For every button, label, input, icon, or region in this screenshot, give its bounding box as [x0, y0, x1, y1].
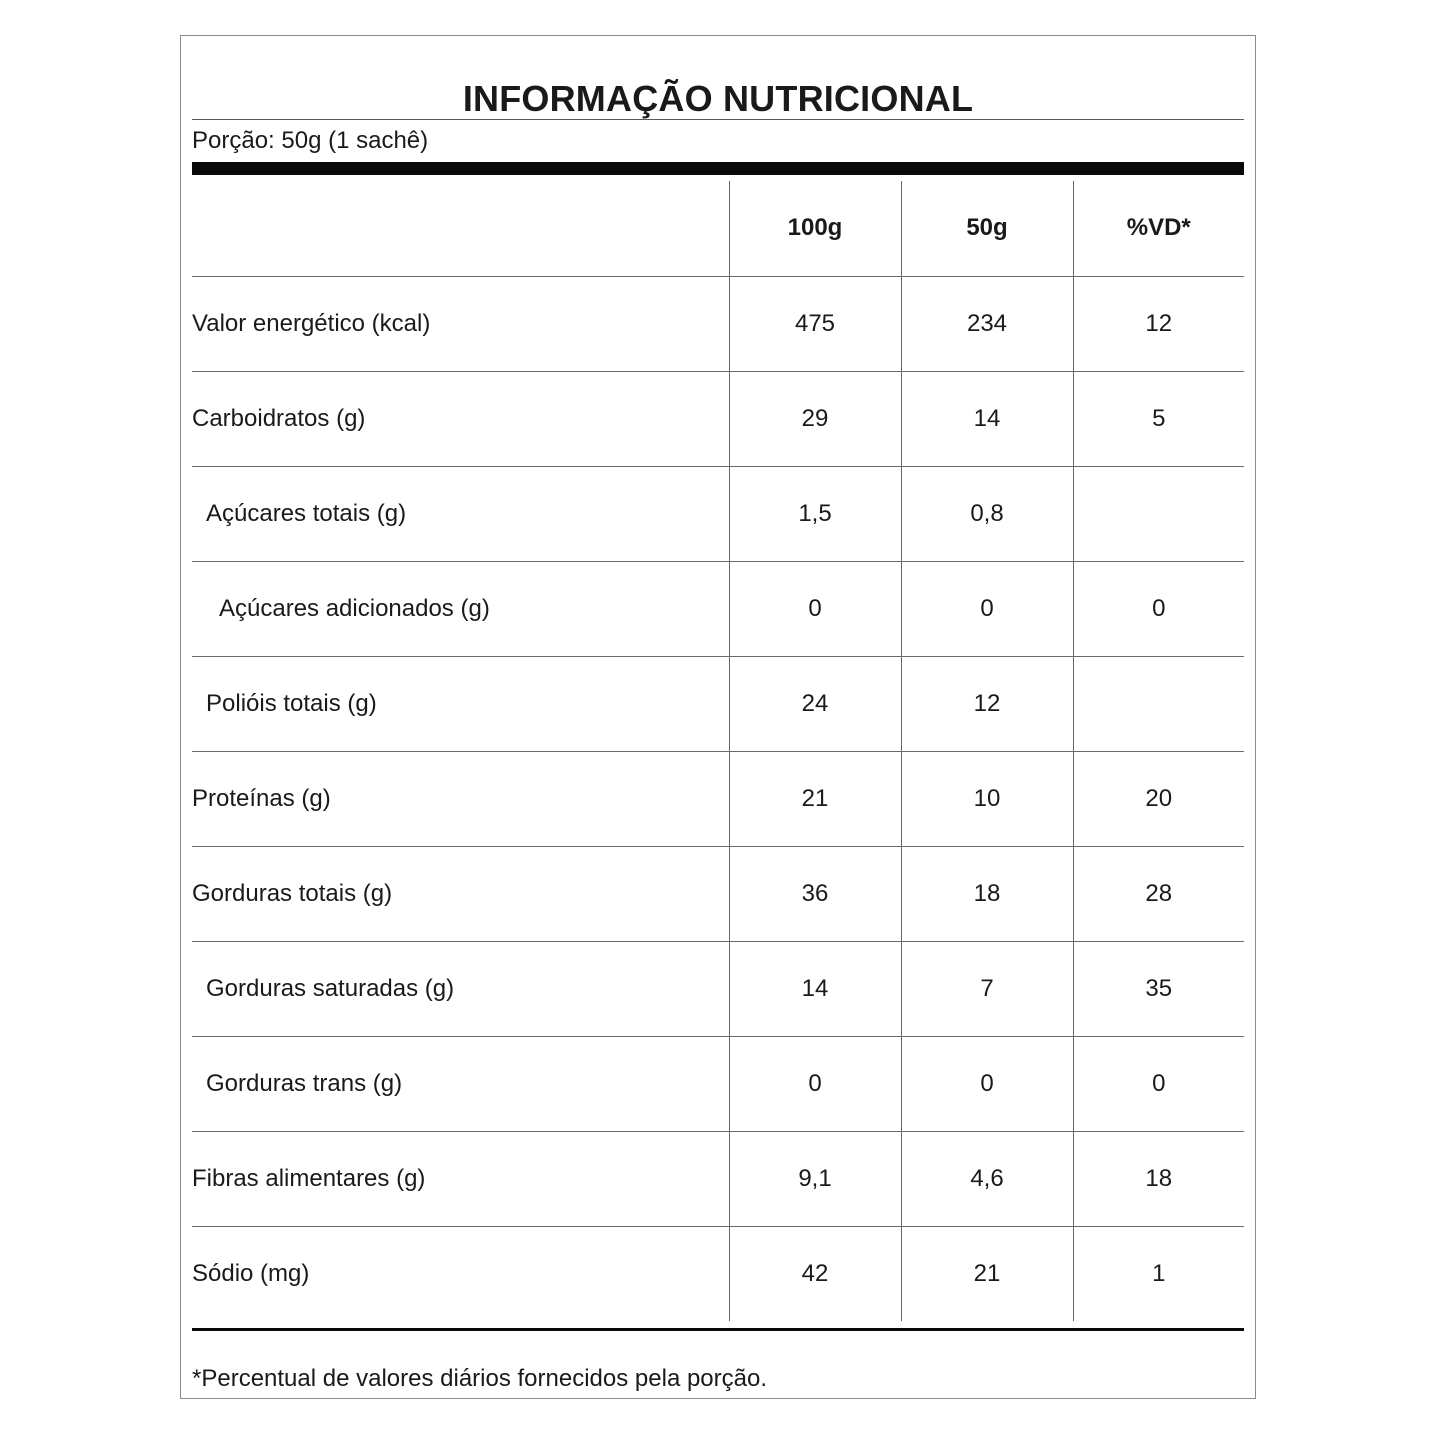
table-row — [192, 656, 1244, 751]
value-100g: 21 — [729, 751, 901, 846]
value-100g: 14 — [729, 941, 901, 1036]
label-title: INFORMAÇÃO NUTRICIONAL — [462, 78, 974, 119]
value-vd: 18 — [1073, 1131, 1244, 1226]
table-row — [192, 371, 1244, 466]
value-50g: 4,6 — [901, 1131, 1073, 1226]
table-row — [192, 1131, 1244, 1226]
bottom-divider — [192, 1328, 1244, 1331]
value-vd: 1 — [1073, 1226, 1244, 1321]
value-100g: 36 — [729, 846, 901, 941]
value-100g: 24 — [729, 656, 901, 751]
table-row — [192, 1036, 1244, 1131]
nutrient-name: Valor energético (kcal) — [192, 276, 729, 371]
title-divider — [192, 119, 1244, 120]
table-row — [192, 1226, 1244, 1321]
value-vd: 28 — [1073, 846, 1244, 941]
nutrient-name: Carboidratos (g) — [192, 371, 729, 466]
value-50g: 14 — [901, 371, 1073, 466]
value-50g: 18 — [901, 846, 1073, 941]
nutrient-name: Açúcares adicionados (g) — [192, 561, 729, 656]
value-vd: 35 — [1073, 941, 1244, 1036]
value-50g: 10 — [901, 751, 1073, 846]
value-100g: 42 — [729, 1226, 901, 1321]
column-header-nutrient — [192, 181, 729, 276]
table-row — [192, 751, 1244, 846]
value-50g: 12 — [901, 656, 1073, 751]
nutrient-name: Açúcares totais (g) — [192, 466, 729, 561]
table-header-row — [192, 181, 1244, 276]
value-100g: 9,1 — [729, 1131, 901, 1226]
value-100g: 29 — [729, 371, 901, 466]
value-100g: 1,5 — [729, 466, 901, 561]
value-50g: 0,8 — [901, 466, 1073, 561]
value-vd: 0 — [1073, 1036, 1244, 1131]
table-row — [192, 846, 1244, 941]
value-50g: 234 — [901, 276, 1073, 371]
nutrient-name: Sódio (mg) — [192, 1259, 310, 1287]
nutrient-name: Gorduras totais (g) — [192, 846, 729, 941]
value-vd: 5 — [1073, 371, 1244, 466]
value-50g: 0 — [901, 1036, 1073, 1131]
value-50g: 7 — [901, 941, 1073, 1036]
nutrition-facts-label — [180, 35, 1256, 1399]
column-header-vd: %VD* — [1073, 181, 1244, 276]
column-header-50g: 50g — [901, 181, 1073, 276]
column-header-100g: 100g — [729, 181, 901, 276]
portion-size: Porção: 50g (1 sachê) — [192, 127, 429, 154]
value-vd: 12 — [1073, 276, 1244, 371]
nutrient-name: Proteínas (g) — [192, 751, 729, 846]
value-vd: 20 — [1073, 751, 1244, 846]
value-vd — [1073, 656, 1244, 751]
table-row — [192, 941, 1244, 1036]
table-row — [192, 276, 1244, 371]
nutrient-name: Polióis totais (g) — [192, 656, 729, 751]
value-100g: 0 — [729, 561, 901, 656]
nutrient-name: Fibras alimentares (g) — [192, 1131, 729, 1226]
nutrient-name: Gorduras trans (g) — [192, 1036, 729, 1131]
table-row — [192, 466, 1244, 561]
value-100g: 475 — [729, 276, 901, 371]
value-vd — [1073, 466, 1244, 561]
nutrition-table — [192, 181, 1244, 1321]
thick-divider — [192, 162, 1244, 175]
nutrient-name: Gorduras saturadas (g) — [192, 941, 729, 1036]
footnote: *Percentual de valores diários fornecidos pela porção. — [192, 1365, 768, 1392]
table-row — [192, 561, 1244, 656]
value-50g: 21 — [901, 1226, 1073, 1321]
value-vd: 0 — [1073, 561, 1244, 656]
value-100g: 0 — [729, 1036, 901, 1131]
value-50g: 0 — [901, 561, 1073, 656]
